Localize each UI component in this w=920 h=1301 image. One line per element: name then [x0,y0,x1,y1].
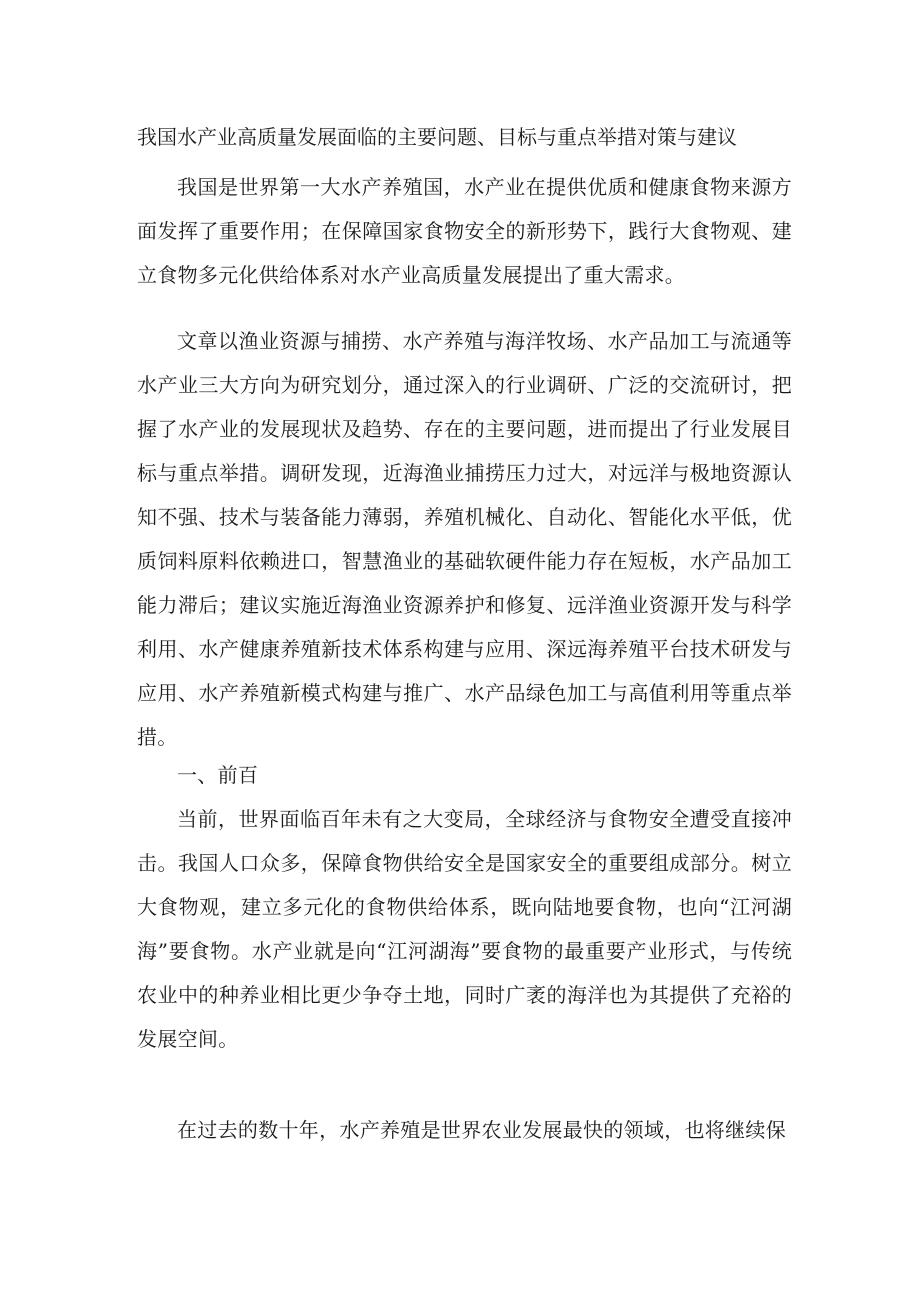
intro-paragraph-1: 我国是世界第一大水产养殖国，水产业在提供优质和健康食物来源方面发挥了重要作用；在保障国家食物安全的新形势下，践行大食物观、建立食物多元化供给体系对水产业高质量发展提出了重大需求。 [137,175,792,287]
section-paragraph-2: 在过去的数十年，水产养殖是世界农业发展最快的领域，也将继续保 [177,1118,786,1142]
intro-paragraph-2: 文章以渔业资源与捕捞、水产养殖与海洋牧场、水产品加工与流通等水产业三大方向为研究划分，通过深入的行业调研、广泛的交流研讨，把握了水产业的发展现状及趋势、存在的主要问题，进而提出了行业发展目标与重点举措。调研发现，近海渔业捕捞压力过大，对远洋与极地资源认知不强、技术与装备能力薄弱，养殖机械化、自动化、智能化水平低，优质饲料原料依赖进口，智慧渔业的基础软硬件能力存在短板，水产品加工能力滞后；建议实施近海渔业资源养护和修复、远洋渔业资源开发与科学利用、水产健康养殖新技术体系构建与应用、深远海养殖平台技术研发与应用、水产养殖新模式构建与推广、水产品绿色加工与高值利用等重点举措。 [137,329,792,749]
section-paragraph-1: 当前，世界面临百年未有之大变局，全球经济与食物安全遭受直接冲击。我国人口众多，保障食物供给安全是国家安全的重要组成部分。树立大食物观，建立多元化的食物供给体系，既向陆地要食物，也向“江河湖海”要食物。水产业就是向“江河湖海”要食物的最重要产业形式，与传统农业中的种养业相比更少争夺土地，同时广袤的海洋也为其提供了充裕的发展空间。 [137,807,792,1051]
section-heading: 一、前百 [177,763,259,787]
document-title: 我国水产业高质量发展面临的主要问题、目标与重点举措对策与建议 [137,125,737,149]
